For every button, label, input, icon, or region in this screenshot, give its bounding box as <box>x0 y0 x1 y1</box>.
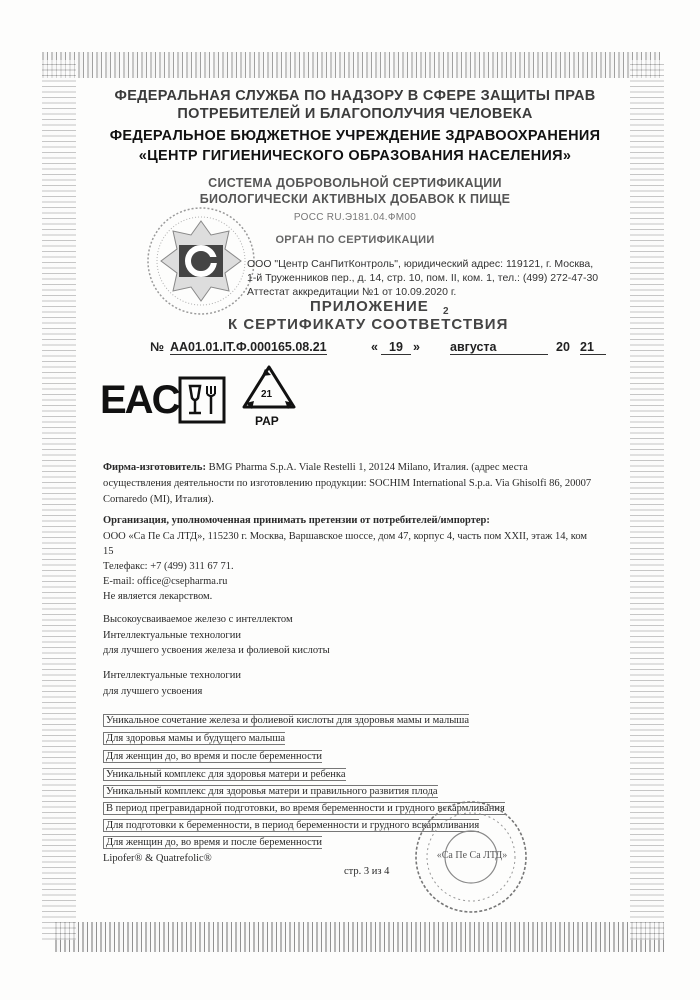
product-line-11: В период прегравидарной подготовки, во время беременности и грудного вскармливания <box>103 802 505 815</box>
organization-phone: Телефакс: +7 (499) 311 67 71. <box>103 561 234 572</box>
cert-year-prefix: 20 <box>556 340 570 354</box>
manufacturer-text-1: BMG Pharma S.p.A. Viale Restelli 1, 20124 Milano, Италия. (адрес места <box>205 462 528 473</box>
organization-line-1: ООО «Са Пе Са ЛТД», 115230 г. Москва, Варшавское шоссе, дом 47, корпус 4, часть пом XXII, этаж 14, ком <box>103 531 588 542</box>
cert-year-suffix: 21 <box>580 340 606 355</box>
cert-number: AA01.01.IT.Ф.000165.08.21 <box>170 340 327 354</box>
food-contact-glass-fork-icon <box>178 376 226 424</box>
product-line-2: Интеллектуальные технологии <box>103 630 241 641</box>
registration-number: РОСС RU.Э181.04.ФМ00 <box>293 212 417 223</box>
appendix-number: 2 <box>443 306 450 317</box>
product-line-13: Для женщин до, во время и после беременности <box>103 836 322 849</box>
ornament-border-left <box>42 60 76 940</box>
cert-date-quote-open: « <box>371 340 378 354</box>
appendix-subtitle: К СЕРТИФИКАТУ СООТВЕТСТВИЯ <box>228 316 509 333</box>
header-line-3: ФЕДЕРАЛЬНОЕ БЮДЖЕТНОЕ УЧРЕЖДЕНИЕ ЗДРАВООХРАНЕНИЯ <box>109 128 601 144</box>
recycle-number: 21 <box>261 389 273 400</box>
ornament-border-top <box>42 52 660 78</box>
product-line-12: Для подготовки к беременности, в период беременности и грудного вскармливания <box>103 819 479 832</box>
header-line-1: ФЕДЕРАЛЬНАЯ СЛУЖБА ПО НАДЗОРУ В СФЕРЕ ЗАЩИТЫ ПРАВ <box>114 88 596 104</box>
certification-body-label: ОРГАН ПО СЕРТИФИКАЦИИ <box>275 234 435 246</box>
header-line-4: «ЦЕНТР ГИГИЕНИЧЕСКОГО ОБРАЗОВАНИЯ НАСЕЛЕНИЯ» <box>138 148 572 164</box>
recycle-label: PAP <box>255 414 279 428</box>
manufacturer-line-1 <box>103 462 528 473</box>
product-line-3: для лучшего усвоения железа и фолиевой кислоты <box>103 645 330 656</box>
manufacturer-label: Фирма-изготовитель: <box>103 462 206 473</box>
product-line-8: Для женщин до, во время и после беременности <box>103 750 322 763</box>
cert-month: августа <box>450 340 548 355</box>
product-line-14: Lipofer® & Quatrefolic® <box>103 853 212 864</box>
cert-date-quote-close: » <box>413 340 420 354</box>
cert-day: 19 <box>381 340 411 355</box>
header-system-line-1: СИСТЕМА ДОБРОВОЛЬНОЙ СЕРТИФИКАЦИИ <box>208 176 502 190</box>
product-line-1: Высокоусваиваемое железо с интеллектом <box>103 614 293 625</box>
page-number: стр. 3 из 4 <box>344 866 390 877</box>
ornament-border-bottom <box>55 922 665 952</box>
header-line-2: ПОТРЕБИТЕЛЕЙ И БЛАГОПОЛУЧИЯ ЧЕЛОВЕКА <box>177 106 533 122</box>
product-line-6: Уникальное сочетание железа и фолиевой кислоты для здоровья мамы и малыша <box>103 714 469 727</box>
product-line-10: Уникальный комплекс для здоровья матери и правильного развития плода <box>103 785 438 798</box>
product-line-7: Для здоровья мамы и будущего малыша <box>103 732 285 745</box>
organ-info-line-2: 1-й Труженников пер., д. 14, стр. 10, пом. II, ком. 1, тел.: (499) 272-47-30 <box>247 272 599 284</box>
not-a-medicine-note: Не является лекарством. <box>103 591 213 602</box>
organization-email: E-mail: office@csepharma.ru <box>103 576 228 587</box>
organization-line-2: 15 <box>103 546 114 557</box>
header-system-line-2: БИОЛОГИЧЕСКИ АКТИВНЫХ ДОБАВОК К ПИЩЕ <box>199 192 511 206</box>
cert-number-label: № <box>150 340 164 354</box>
recycle-icon <box>238 363 300 413</box>
eac-mark-icon: EAC <box>100 378 179 422</box>
organization-label: Организация, уполномоченная принимать претензии от потребителей/импортер: <box>103 515 490 526</box>
manufacturer-line-2: осуществления деятельности по изготовлению продукции: SOCHIM International S.p.a. Via Ghisolfi 86, 20007 <box>103 478 592 489</box>
product-line-4: Интеллектуальные технологии <box>103 670 241 681</box>
certification-emblem-icon <box>145 205 257 317</box>
manufacturer-line-3: Cornaredo (MI), Италия). <box>103 494 214 505</box>
product-line-5: для лучшего усвоения <box>103 686 203 697</box>
organ-info-line-3: Аттестат аккредитации №1 от 10.09.2020 г. <box>247 286 457 298</box>
organ-info-line-1: ООО "Центр СанПитКонтроль", юридический адрес: 119121, г. Москва, <box>247 258 594 270</box>
product-line-9: Уникальный комплекс для здоровья матери и ребенка <box>103 768 346 781</box>
stamp-text: «Са Пе Са ЛТД» <box>436 850 508 861</box>
appendix-title: ПРИЛОЖЕНИЕ <box>310 298 429 315</box>
ornament-border-right <box>630 60 664 940</box>
